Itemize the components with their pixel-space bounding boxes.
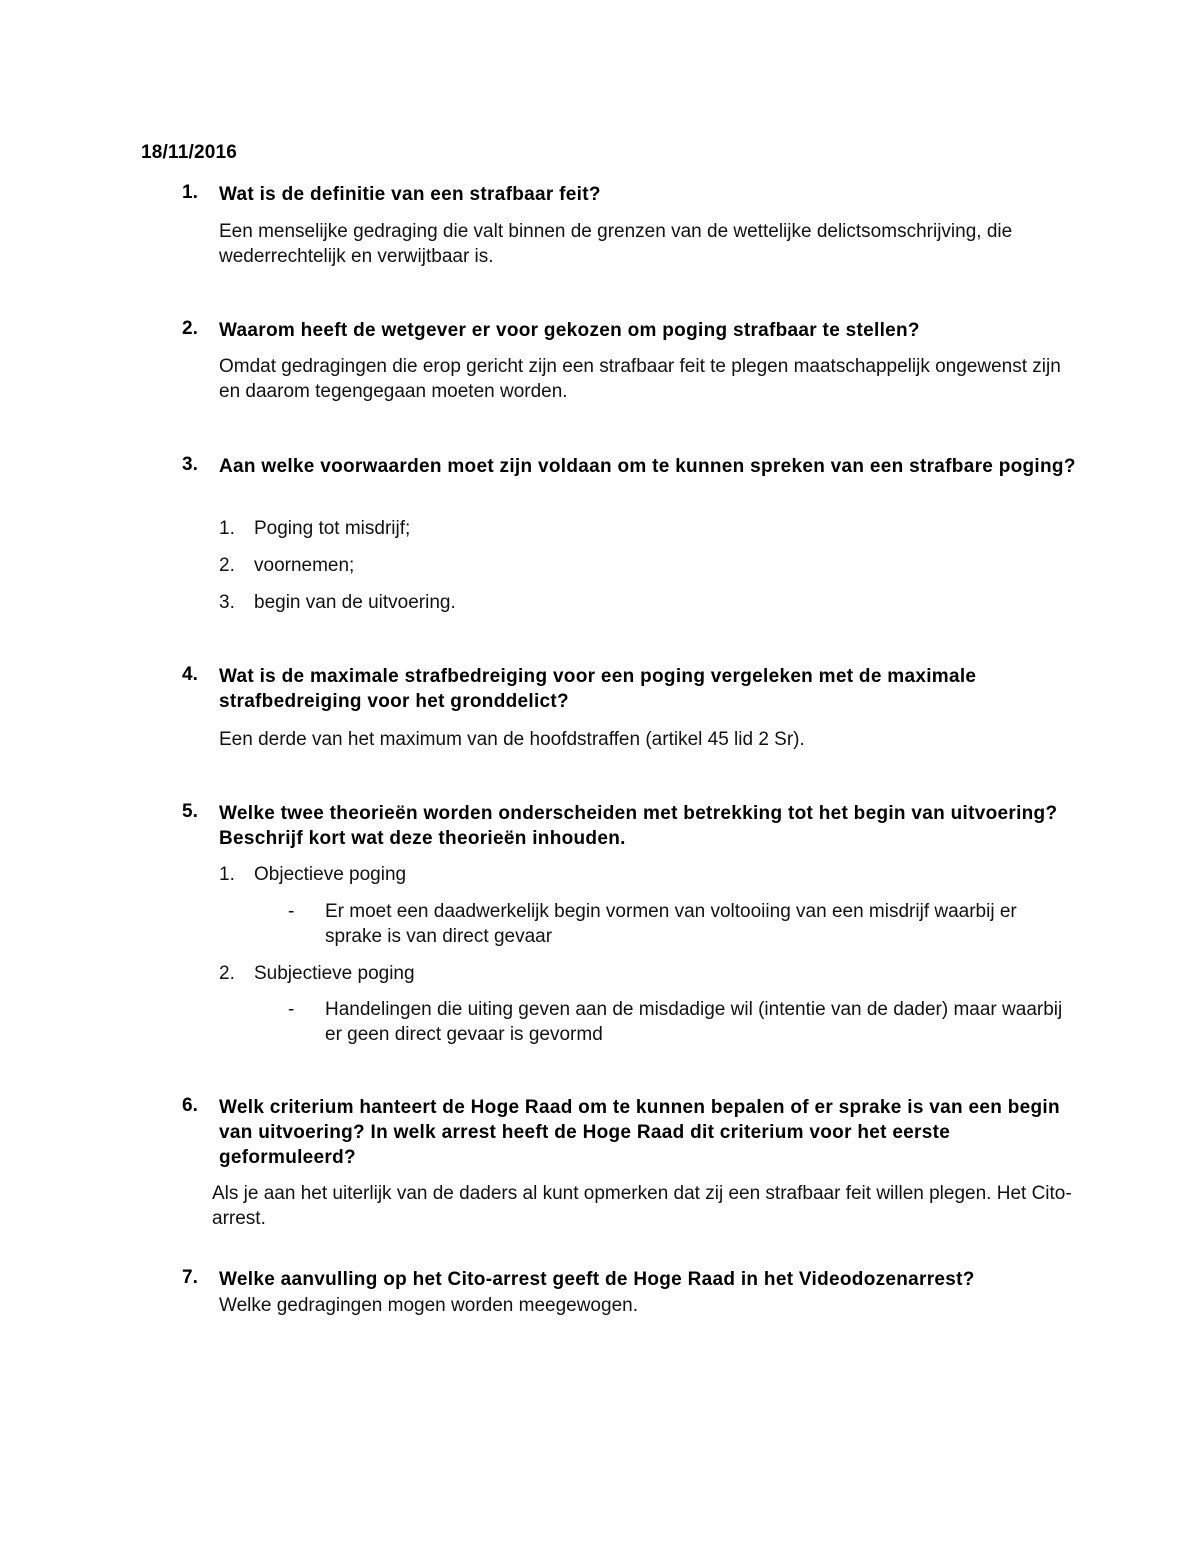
list-item-text: Subjectieve poging [254,963,415,984]
question-number: 4. [182,664,198,685]
question-number: 1. [182,182,198,203]
answer-5-item-1 [219,862,406,887]
question-text: Welk criterium hanteert de Hoge Raad om te kunnen bepalen of er sprake is van een begin van uitvoering? In welk arrest heeft de Hoge Raad dit criterium voor het eerste geformuleerd? [219,1097,1060,1168]
list-item-number: 3. [219,592,235,613]
list-item-number: 2. [219,555,235,576]
question-text: Welke twee theorieën worden onderscheiden met betrekking tot het begin van uitvoering? Beschrijf kort wat deze theorieën inhouden. [219,803,1058,849]
question-number: 3. [182,454,198,475]
answer-5-item-2 [219,961,415,986]
bullet-dash: - [288,901,295,922]
list-item-text: voornemen; [254,555,355,576]
answer-7: Welke gedragingen mogen worden meegewogen. [219,1295,638,1316]
list-item-number: 2. [219,963,235,984]
answer-2: Omdat gedragingen die erop gericht zijn een strafbaar feit te plegen maatschappelijk ongewenst zijn en daarom tegengegaan moeten worden. [219,356,1061,402]
question-text: Welke aanvulling op het Cito-arrest geeft de Hoge Raad in het Videodozenarrest? [219,1269,975,1290]
question-text: Waarom heeft de wetgever er voor gekozen om poging strafbaar te stellen? [219,320,920,341]
list-item-number: 1. [219,518,235,539]
question-text: Wat is de definitie van een strafbaar feit? [219,184,601,205]
list-item-number: 1. [219,864,235,885]
document-date: 18/11/2016 [141,142,238,163]
answer-5-item-1-detail: Er moet een daadwerkelijk begin vormen van voltooiing van een misdrijf waarbij er sprake is van direct gevaar [325,901,1017,947]
list-item-text: Objectieve poging [254,864,407,885]
answer-5-item-2-detail: Handelingen die uiting geven aan de misdadige wil (intentie van de dader) maar waarbij er geen direct gevaar is gevormd [325,999,1063,1045]
bullet-dash: - [288,999,295,1020]
answer-3-item-1 [219,516,410,541]
list-item-text: begin van de uitvoering. [254,592,456,613]
list-item-text: Poging tot misdrijf; [254,518,411,539]
answer-4: Een derde van het maximum van de hoofdstraffen (artikel 45 lid 2 Sr). [219,729,805,750]
answer-3-item-2 [219,553,354,578]
question-text: Aan welke voorwaarden moet zijn voldaan om te kunnen spreken van een strafbare poging? [219,456,1076,477]
answer-1: Een menselijke gedraging die valt binnen de grenzen van de wettelijke delictsomschrijving, die wederrechtelijk en verwijtbaar is. [219,221,1013,267]
question-number: 5. [182,801,198,822]
answer-6: Als je aan het uiterlijk van de daders al kunt opmerken dat zij een strafbaar feit willen plegen. Het Cito-arrest. [212,1183,1072,1229]
question-number: 6. [182,1095,198,1116]
question-number: 7. [182,1267,198,1288]
answer-3-item-3 [219,590,456,615]
question-text: Wat is de maximale strafbedreiging voor een poging vergeleken met de maximale strafbedreiging voor het gronddelict? [219,666,977,712]
question-number: 2. [182,318,198,339]
